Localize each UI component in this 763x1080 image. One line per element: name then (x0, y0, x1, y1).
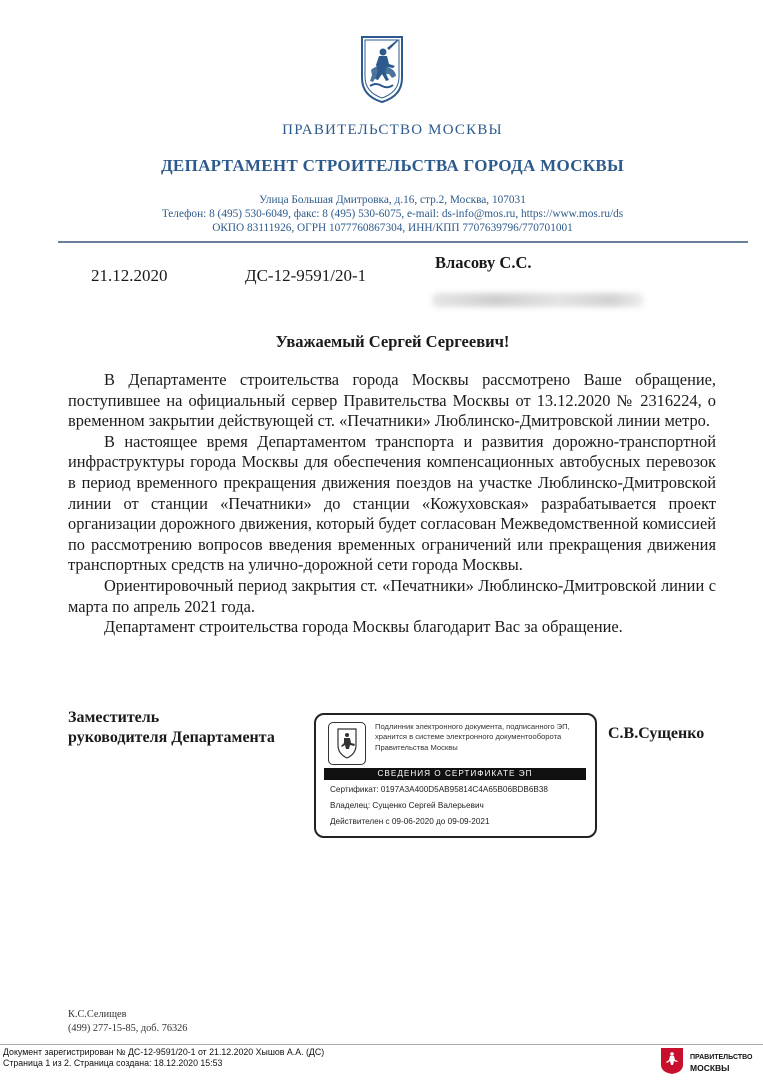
paragraph: В настоящее время Департаментом транспорта и развития дорожно-транспортной инфраструктуры города Москвы для обеспечения компенсационных автобусных перевозок в период временного прекращения движения поездов на участке Люблинско-Дмитровской линии от станции «Печатники» до станции «Кожуховская» разрабатывается проект организации дорожного движения, который будет согласован Межведомственной комиссией по рассмотрению вопросов введения временных ограничений или прекращения движения транспортных средств на улично-дорожной сети города Москвы. (68, 431, 716, 575)
department-contacts: Телефон: 8 (495) 530-6049, факс: 8 (495) 530-6075, e-mail: ds-info@mos.ru, https://www.mos.ru/ds (161, 208, 624, 220)
government-title: ПРАВИТЕЛЬСТВО МОСКВЫ (282, 122, 503, 138)
footer-brand (690, 1053, 752, 1073)
executor-info (68, 1008, 187, 1036)
moscow-coat-of-arms-icon (359, 34, 405, 104)
stamp-header-line: Подлинник электронного документа, подписанного ЭП, (375, 722, 570, 731)
header-divider (58, 241, 748, 243)
stamp-certificate: Сертификат: 0197A3A400D5AB95814C4A65B06BDB6B38 (330, 785, 548, 794)
stamp-owner: Владелец: Сущенко Сергей Валерьевич (330, 801, 484, 810)
department-registry-codes: ОКПО 83111926, ОГРН 1077760867304, ИНН/КПП 7707639796/770701001 (212, 222, 573, 234)
paragraph: В Департаменте строительства города Москвы рассмотрено Ваше обращение, поступившее на официальный сервер Правительства Москвы от 13.12.2020 № 2316224, о временном закрытии действующей ст. «Печатники» Люблинско-Дмитровской линии метро. (68, 370, 716, 431)
department-address: Улица Большая Дмитровка, д.16, стр.2, Москва, 107031 (259, 194, 526, 206)
department-title: ДЕПАРТАМЕНТ СТРОИТЕЛЬСТВА ГОРОДА МОСКВЫ (160, 156, 625, 175)
electronic-signature-stamp (314, 713, 597, 838)
addressee-name: Власову С.С. (435, 253, 532, 272)
stamp-validity: Действителен с 09-06-2020 до 09-09-2021 (330, 817, 490, 826)
footer-page-info: Страница 1 из 2. Страница создана: 18.12.2020 15:53 (3, 1058, 223, 1068)
registration-number: ДС-12-9591/20-1 (245, 266, 367, 285)
footer-registration (3, 1047, 324, 1069)
redacted-address-blur (432, 293, 644, 307)
footer-divider (0, 1044, 763, 1045)
signer-position (68, 708, 275, 748)
stamp-header-line: Правительства Москвы (375, 742, 458, 752)
stamp-header (375, 722, 589, 753)
greeting: Уважаемый Сергей Сергеевич! (275, 332, 510, 351)
moscow-government-logo-icon (660, 1047, 684, 1075)
paragraph: Департамент строительства города Москвы благодарит Вас за обращение. (104, 617, 623, 637)
signer-position-line: руководителя Департамента (68, 729, 275, 746)
footer-brand-line: МОСКВЫ (690, 1063, 730, 1073)
stamp-header-line: хранится в системе электронного документооборота (375, 732, 562, 742)
letter-date: 21.12.2020 (91, 266, 168, 285)
footer-brand-line: ПРАВИТЕЛЬСТВО (690, 1054, 753, 1061)
stamp-band-title: СВЕДЕНИЯ О СЕРТИФИКАТЕ ЭП (324, 768, 586, 780)
letter-body (68, 370, 716, 638)
signer-position-line: Заместитель (68, 709, 160, 726)
paragraph: Ориентировочный период закрытия ст. «Печатники» Люблинско-Дмитровской линии с марта по апрель 2021 года. (68, 575, 716, 616)
footer-registration-line: Документ зарегистрирован № ДС-12-9591/20-1 от 21.12.2020 Хышов А.А. (ДС) (3, 1047, 325, 1057)
moscow-coat-of-arms-icon (328, 722, 366, 765)
executor-phone: (499) 277-15-85, доб. 76326 (68, 1023, 188, 1034)
executor-name: К.С.Селищев (68, 1009, 127, 1020)
signer-name: С.В.Сущенко (608, 725, 705, 742)
